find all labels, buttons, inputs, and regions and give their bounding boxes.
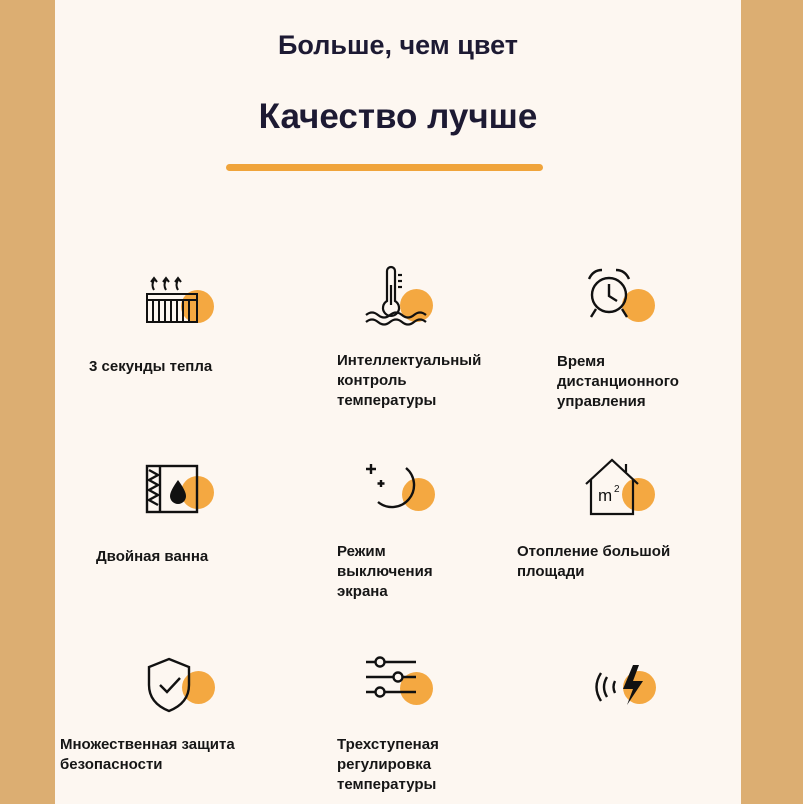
feature-label-2: Интеллектуальный контроль температуры bbox=[337, 352, 482, 409]
feature-label-5: Режим выключения экрана bbox=[337, 543, 433, 600]
shield-check-icon bbox=[143, 655, 243, 725]
feature-label-8: Трехступеная регулировка температуры bbox=[337, 736, 439, 793]
heating-element-icon bbox=[138, 268, 238, 338]
svg-text:m: m bbox=[598, 486, 613, 505]
feature-label-7: Множественная защита безопасности bbox=[60, 736, 235, 773]
svg-text:2: 2 bbox=[614, 484, 620, 495]
feature-label-6: Отопление большой площади bbox=[517, 543, 671, 580]
alarm-clock-icon bbox=[582, 265, 682, 335]
feature-label-1: 3 секунды тепла bbox=[89, 358, 213, 375]
moon-stars-icon bbox=[360, 456, 460, 526]
title-underline bbox=[226, 164, 543, 171]
subtitle: Больше, чем цвет bbox=[277, 30, 519, 60]
content-panel bbox=[55, 0, 741, 804]
sliders-icon bbox=[360, 650, 460, 720]
feature-label-3: Время дистанционного управления bbox=[557, 353, 679, 410]
page-title: Качество лучше bbox=[258, 97, 538, 136]
double-tank-icon bbox=[138, 460, 238, 530]
vibration-icon bbox=[593, 655, 693, 725]
feature-label-4: Двойная ванна bbox=[96, 548, 209, 565]
thermometer-icon bbox=[360, 265, 460, 335]
house-m2-icon bbox=[582, 456, 682, 526]
